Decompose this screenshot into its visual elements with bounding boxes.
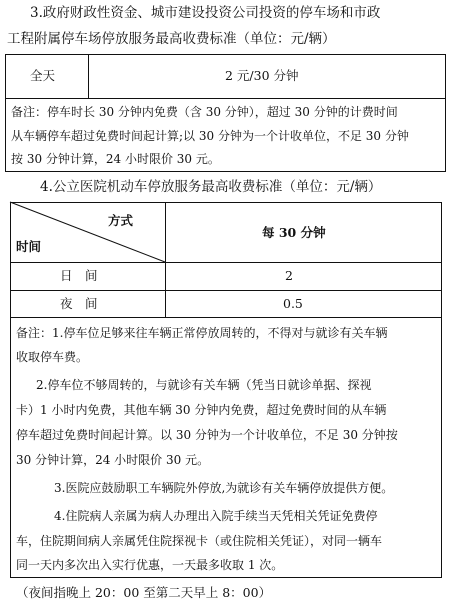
section3-title-line1: 3.政府财政性资金、城市建设投资公司投资的停车场和市政 bbox=[30, 5, 381, 21]
section4-note-line6: 30 分钟计算，24 小时限价 30 元。 bbox=[16, 453, 210, 467]
section4-row-night-label: 夜 间 bbox=[60, 296, 98, 311]
section3-note-line1: 备注：停车时长 30 分钟内免费（含 30 分钟），超过 30 分钟的计费时间 bbox=[11, 105, 398, 119]
section4-row-day-value: 2 bbox=[285, 268, 293, 283]
section4-note-line4: 卡）1 小时内免费，其他车辆 30 分钟内免费，超过免费时间的从车辆 bbox=[16, 403, 387, 417]
footnote: （夜间指晚上 20：00 至第二天早上 8：00） bbox=[16, 585, 272, 600]
section4-note-line2: 收取停车费。 bbox=[16, 350, 89, 364]
section4-note-line8: 4.住院病人亲属为病人办理出入院手续当天凭相关凭证免费停 bbox=[54, 509, 378, 523]
section4-header-corner-bottom: 时间 bbox=[16, 239, 42, 254]
section4-row-day-label: 日 间 bbox=[60, 268, 98, 283]
section3-title-line2: 工程附属停车场停放服务最高收费标准（单位：元/辆） bbox=[7, 31, 336, 47]
section3-note-line2: 从车辆停车超过免费时间起计算;以 30 分钟为一个计收单位，不足 30 分钟 bbox=[11, 129, 409, 143]
section4-note-line10: 同一天内多次出入实行优惠，一天最多收取 1 次。 bbox=[16, 558, 284, 572]
section3-row-value: 2 元/30 分钟 bbox=[225, 68, 299, 83]
section4-row-night-value: 0.5 bbox=[283, 296, 303, 311]
section4-header-col: 每 30 分钟 bbox=[262, 225, 326, 240]
section3-note-line3: 按 30 分钟计算，24 小时限价 30 元。 bbox=[11, 152, 220, 166]
section4-note-line7: 3.医院应鼓励职工车辆院外停放,为就诊有关车辆停放提供方便。 bbox=[54, 481, 394, 495]
section4-note-line5: 停车超过免费时间起计算。以 30 分钟为一个计收单位，不足 30 分钟按 bbox=[16, 428, 398, 442]
section4-note-line9: 车，住院期间病人亲属凭住院探视卡（或住院相关凭证），对同一辆车 bbox=[16, 534, 383, 548]
section4-header-corner-top: 方式 bbox=[108, 213, 134, 228]
section4-note-line1: 备注：1.停车位足够来往车辆正常停放周转的，不得对与就诊有关车辆 bbox=[16, 326, 388, 340]
section4-note-line3: 2.停车位不够周转的，与就诊有关车辆（凭当日就诊单据、探视 bbox=[36, 378, 372, 392]
section3-row-label: 全天 bbox=[30, 68, 56, 83]
section4-title: 4.公立医院机动车停放服务最高收费标准（单位：元/辆） bbox=[40, 179, 382, 195]
